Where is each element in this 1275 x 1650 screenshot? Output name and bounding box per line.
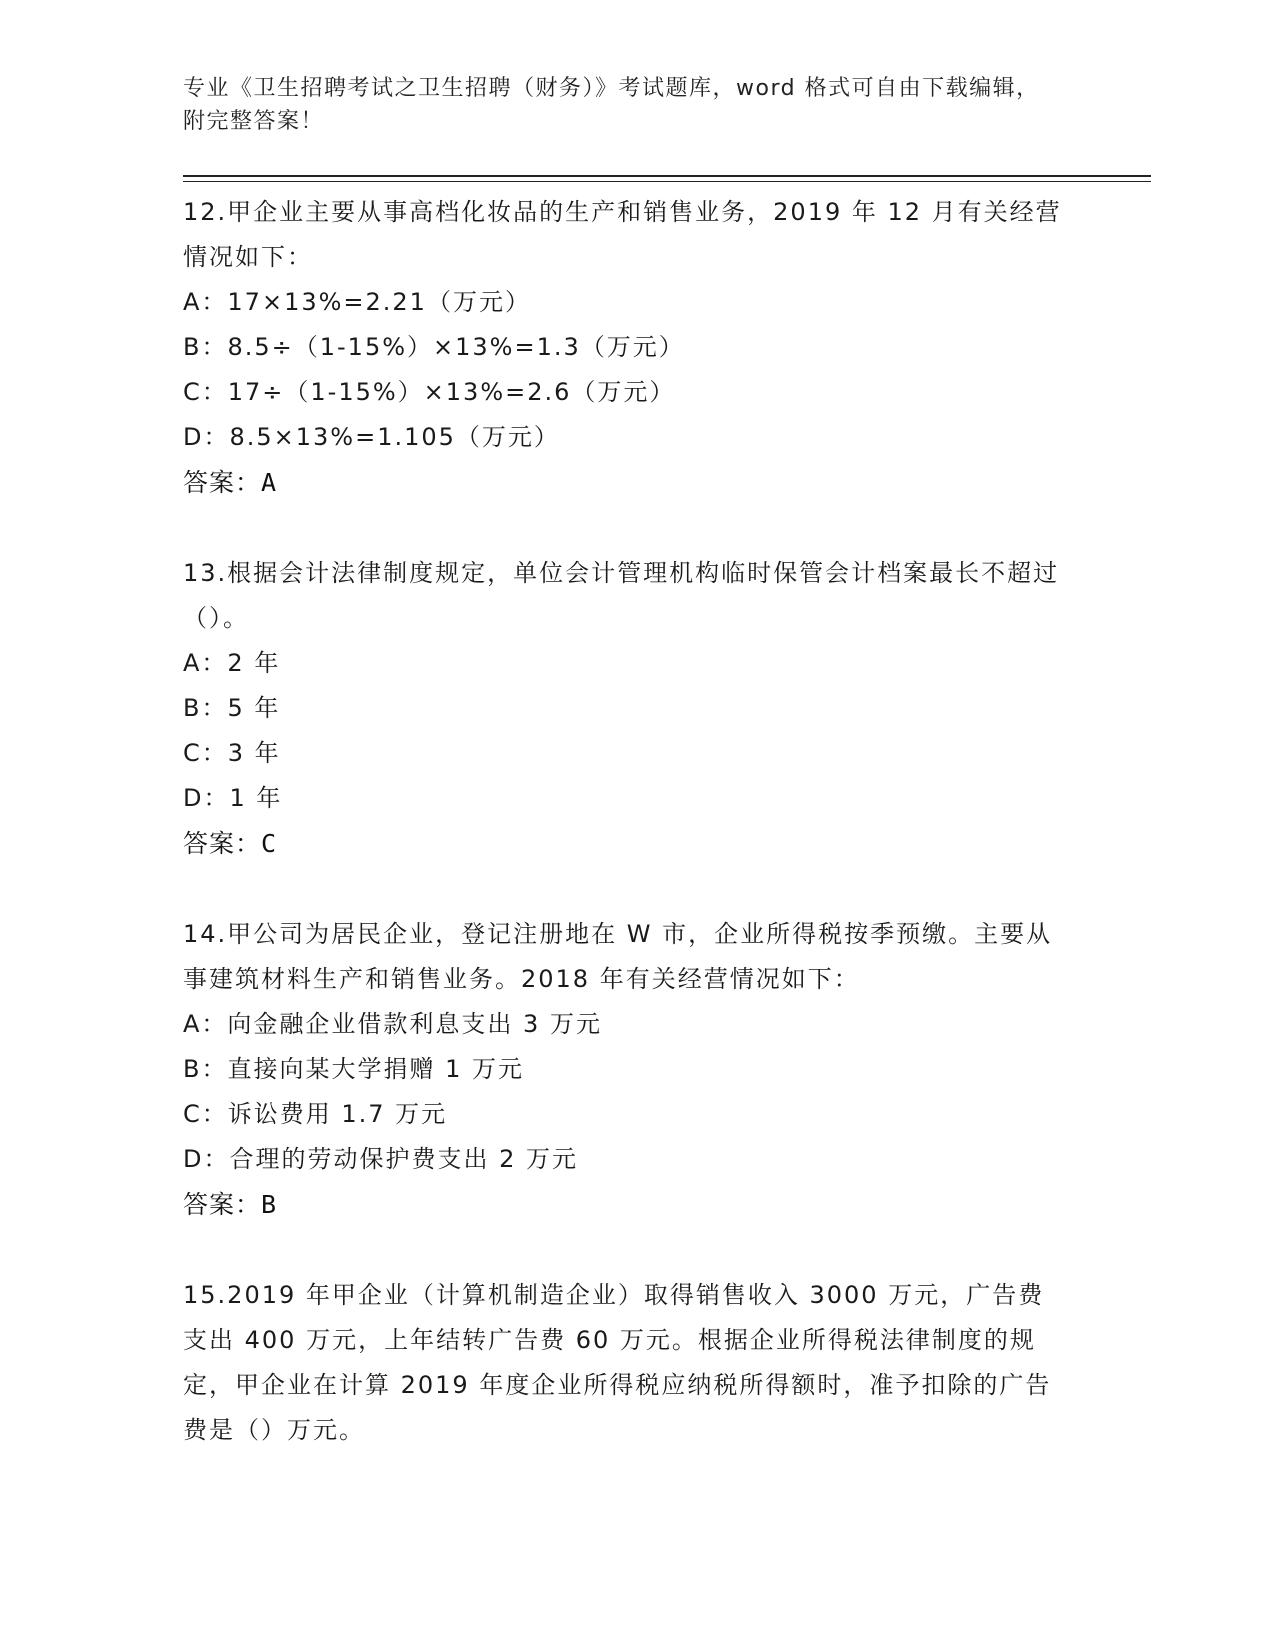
option-d: D：合理的劳动保护费支出 2 万元 [183, 1145, 579, 1173]
question-14 [183, 912, 1063, 1227]
header-divider-thin [183, 181, 1151, 182]
question-stem: 14.甲公司为居民企业，登记注册地在 W 市，企业所得税按季预缴。主要从事建筑材料生产和销售业务。2018 年有关经营情况如下： [183, 920, 1053, 993]
answer-value: B [261, 1190, 278, 1219]
question-stem: 15.2019 年甲企业（计算机制造企业）取得销售收入 3000 万元，广告费支出 400 万元，上年结转广告费 60 万元。根据企业所得税法律制度的规定，甲企业在计算 2019 年度企业所得税应纳税所得额时，准予扣除的广告费是（）万元。 [183, 1281, 1052, 1444]
option-b: B：5 年 [183, 694, 281, 722]
question-15 [183, 1273, 1063, 1453]
answer-value: A [261, 468, 278, 497]
header-divider-thick [183, 175, 1151, 177]
option-d: D：1 年 [183, 784, 283, 812]
answer-label: 答案： [183, 829, 262, 858]
option-c: C：3 年 [183, 739, 281, 767]
option-a: A：17×13%=2.21（万元） [183, 288, 531, 316]
answer-value: C [261, 829, 278, 858]
option-b: B：直接向某大学捐赠 1 万元 [183, 1055, 524, 1083]
document-header: 专业《卫生招聘考试之卫生招聘（财务）》考试题库，word 格式可自由下载编辑，附完整答案！ [183, 76, 1040, 134]
question-13 [183, 551, 1063, 866]
answer-line [183, 1182, 1063, 1227]
question-stem: 12.甲企业主要从事高档化妆品的生产和销售业务，2019 年 12 月有关经营情况如下： [183, 198, 1062, 271]
option-a: A：2 年 [183, 649, 281, 677]
option-a: A：向金融企业借款利息支出 3 万元 [183, 1010, 602, 1038]
answer-label: 答案： [183, 468, 262, 497]
option-b: B：8.5÷（1-15%）×13%=1.3（万元） [183, 333, 685, 361]
question-stem: 13.根据会计法律制度规定，单位会计管理机构临时保管会计档案最长不超过（）。 [183, 559, 1060, 632]
question-12 [183, 190, 1063, 505]
option-d: D：8.5×13%=1.105（万元） [183, 423, 560, 451]
option-c: C：诉讼费用 1.7 万元 [183, 1100, 448, 1128]
option-c: C：17÷（1-15%）×13%=2.6（万元） [183, 378, 676, 406]
answer-line [183, 460, 1063, 505]
answer-line [183, 821, 1063, 866]
answer-label: 答案： [183, 1190, 262, 1219]
question-list [183, 190, 1063, 1499]
